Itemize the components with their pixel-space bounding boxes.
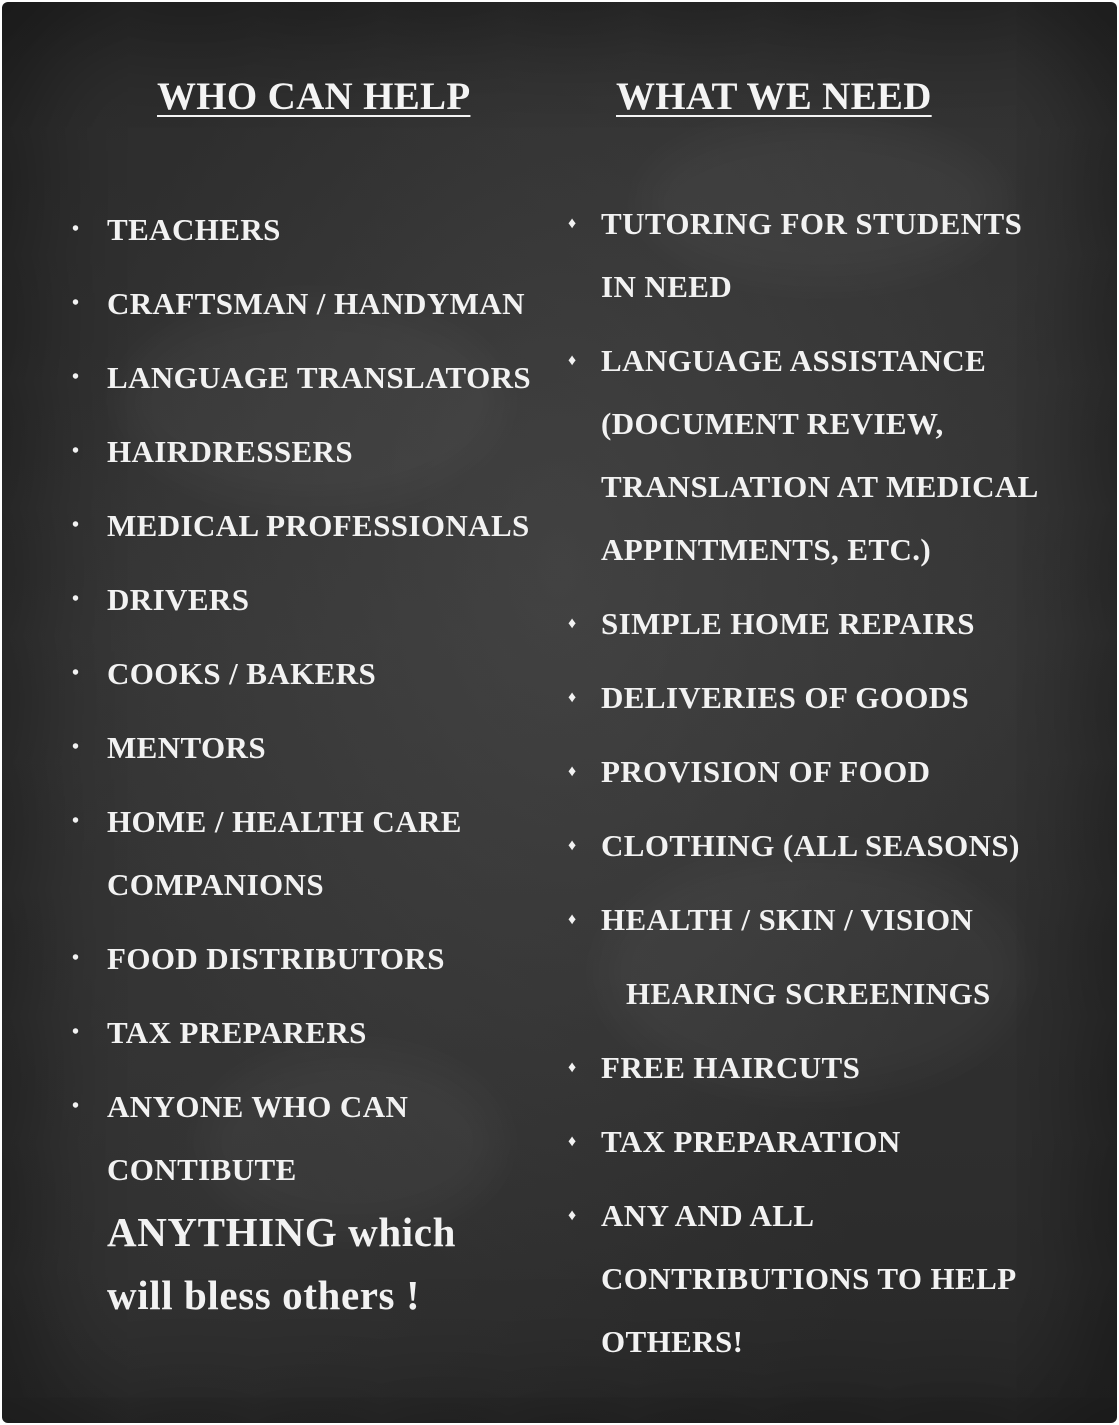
- list-item: ♦ SIMPLE HOME REPAIRS: [601, 592, 1039, 655]
- list-item-continuation: APPINTMENTS, ETC.): [601, 532, 932, 567]
- who-can-help-heading: WHO CAN HELP: [157, 75, 471, 118]
- bullet-icon: •: [72, 440, 80, 462]
- bullet-icon: •: [72, 1095, 80, 1117]
- bullet-icon: •: [72, 292, 80, 314]
- bullet-icon: •: [72, 810, 80, 832]
- closing-line: will bless others !: [107, 1272, 421, 1318]
- list-item-continuation: OTHERS!: [601, 1324, 744, 1359]
- who-can-help-list: [72, 198, 532, 1327]
- diamond-bullet-icon: ♦: [568, 1059, 577, 1076]
- list-item: • LANGUAGE TRANSLATORS: [107, 346, 531, 409]
- chalkboard-background: [2, 2, 1117, 1423]
- list-item: • COOKS / BAKERS: [107, 642, 531, 705]
- list-item: • MEDICAL PROFESSIONALS: [107, 494, 531, 557]
- list-item: ♦ CLOTHING (ALL SEASONS): [601, 814, 1039, 877]
- list-item: • HAIRDRESSERS: [107, 420, 531, 483]
- bullet-icon: •: [72, 947, 80, 969]
- list-item-continuation: TRANSLATION AT MEDICAL: [601, 469, 1039, 504]
- diamond-bullet-icon: ♦: [568, 1207, 577, 1224]
- bullet-icon: •: [72, 588, 80, 610]
- list-item-continuation: HEARING SCREENINGS: [626, 976, 991, 1011]
- bullet-icon: •: [72, 366, 80, 388]
- list-item: ♦ FREE HAIRCUTS: [601, 1036, 1039, 1099]
- list-item: ♦ DELIVERIES OF GOODS: [601, 666, 1039, 729]
- list-item-continuation: IN NEED: [601, 269, 733, 304]
- list-item: ♦ TAX PREPARATION: [601, 1110, 1039, 1173]
- diamond-bullet-icon: ♦: [568, 837, 577, 854]
- diamond-bullet-icon: ♦: [568, 763, 577, 780]
- list-item: • TEACHERS: [107, 198, 531, 261]
- list-item: • DRIVERS: [107, 568, 531, 631]
- list-item: • HOME / HEALTH CARE: [107, 790, 531, 853]
- list-item: ♦ TUTORING FOR STUDENTS: [601, 192, 1039, 255]
- list-item: ♦ HEALTH / SKIN / VISION: [601, 888, 1039, 951]
- diamond-bullet-icon: ♦: [568, 1133, 577, 1150]
- diamond-bullet-icon: ♦: [568, 215, 577, 232]
- list-item: • ANYONE WHO CAN: [107, 1075, 531, 1138]
- bullet-icon: •: [72, 218, 80, 240]
- list-item: ♦ ANY AND ALL: [601, 1184, 1039, 1247]
- diamond-bullet-icon: ♦: [568, 689, 577, 706]
- diamond-bullet-icon: ♦: [568, 615, 577, 632]
- diamond-bullet-icon: ♦: [568, 352, 577, 369]
- list-item: • TAX PREPARERS: [107, 1001, 531, 1064]
- list-item-continuation: (DOCUMENT REVIEW,: [601, 406, 944, 441]
- what-we-need-list: [568, 192, 1039, 1373]
- bullet-icon: •: [72, 514, 80, 536]
- list-item: • FOOD DISTRIBUTORS: [107, 927, 531, 990]
- diamond-bullet-icon: ♦: [568, 911, 577, 928]
- closing-line: ANYTHING which: [107, 1209, 456, 1255]
- list-item-continuation: CONTIBUTE: [107, 1152, 297, 1187]
- list-item: • CRAFTSMAN / HANDYMAN: [107, 272, 531, 335]
- list-item: ♦ LANGUAGE ASSISTANCE: [601, 329, 1039, 392]
- list-item-continuation: COMPANIONS: [107, 867, 324, 902]
- what-we-need-heading: WHAT WE NEED: [616, 75, 932, 118]
- bullet-icon: •: [72, 1021, 80, 1043]
- bullet-icon: •: [72, 736, 80, 758]
- list-item: • MENTORS: [107, 716, 531, 779]
- list-item: ♦ PROVISION OF FOOD: [601, 740, 1039, 803]
- list-item-continuation: CONTRIBUTIONS TO HELP: [601, 1261, 1017, 1296]
- bullet-icon: •: [72, 662, 80, 684]
